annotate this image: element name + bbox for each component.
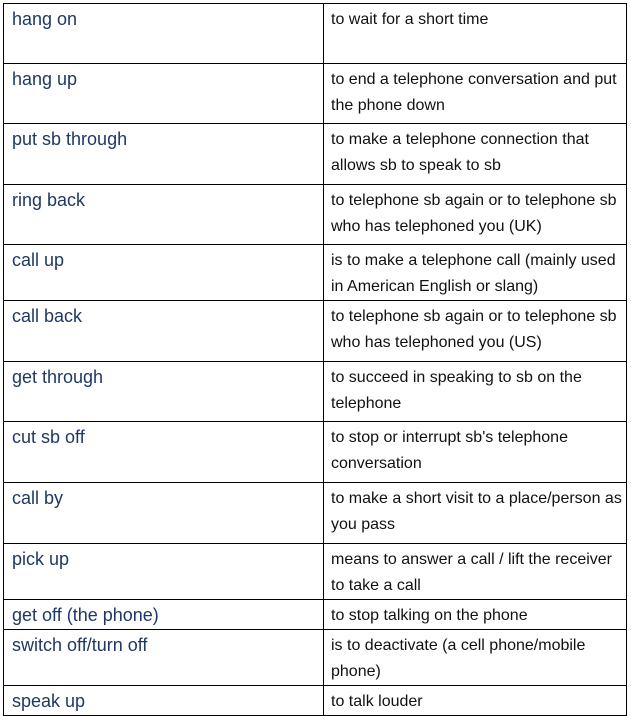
definition-cell: to make a short visit to a place/person as you pass [324, 483, 627, 544]
table-row [4, 301, 627, 362]
table-row [4, 245, 627, 301]
definition-cell: to telephone sb again or to telephone sb who has telephoned you (US) [324, 301, 627, 362]
term-cell: hang on [4, 4, 324, 64]
term-cell: hang up [4, 64, 324, 124]
definition-cell: to stop or interrupt sb's telephone conversation [324, 422, 627, 483]
table-row [4, 362, 627, 422]
definition-cell: to make a telephone connection that allows sb to speak to sb [324, 124, 627, 185]
term-cell: call by [4, 483, 324, 544]
table-row [4, 64, 627, 124]
table-row [4, 185, 627, 245]
table-row [4, 630, 627, 686]
definition-cell: to end a telephone conversation and put the phone down [324, 64, 627, 124]
phrasal-verbs-table [3, 3, 627, 716]
term-cell: call back [4, 301, 324, 362]
term-cell: put sb through [4, 124, 324, 185]
definition-cell: to telephone sb again or to telephone sb who has telephoned you (UK) [324, 185, 627, 245]
definition-cell: to talk louder [324, 686, 627, 716]
term-cell: speak up [4, 686, 324, 716]
term-cell: get through [4, 362, 324, 422]
definition-cell: is to make a telephone call (mainly used in American English or slang) [324, 245, 627, 301]
term-cell: get off (the phone) [4, 600, 324, 630]
table-row [4, 4, 627, 64]
term-cell: switch off/turn off [4, 630, 324, 686]
term-cell: call up [4, 245, 324, 301]
table-row [4, 686, 627, 716]
table-row [4, 483, 627, 544]
definition-cell: is to deactivate (a cell phone/mobile phone) [324, 630, 627, 686]
table-row [4, 544, 627, 600]
table-row [4, 124, 627, 185]
term-cell: ring back [4, 185, 324, 245]
table-row [4, 422, 627, 483]
term-cell: pick up [4, 544, 324, 600]
definition-cell: to stop talking on the phone [324, 600, 627, 630]
definition-cell: means to answer a call / lift the receiver to take a call [324, 544, 627, 600]
definition-cell: to wait for a short time [324, 4, 627, 64]
table-row [4, 600, 627, 630]
definition-cell: to succeed in speaking to sb on the telephone [324, 362, 627, 422]
term-cell: cut sb off [4, 422, 324, 483]
